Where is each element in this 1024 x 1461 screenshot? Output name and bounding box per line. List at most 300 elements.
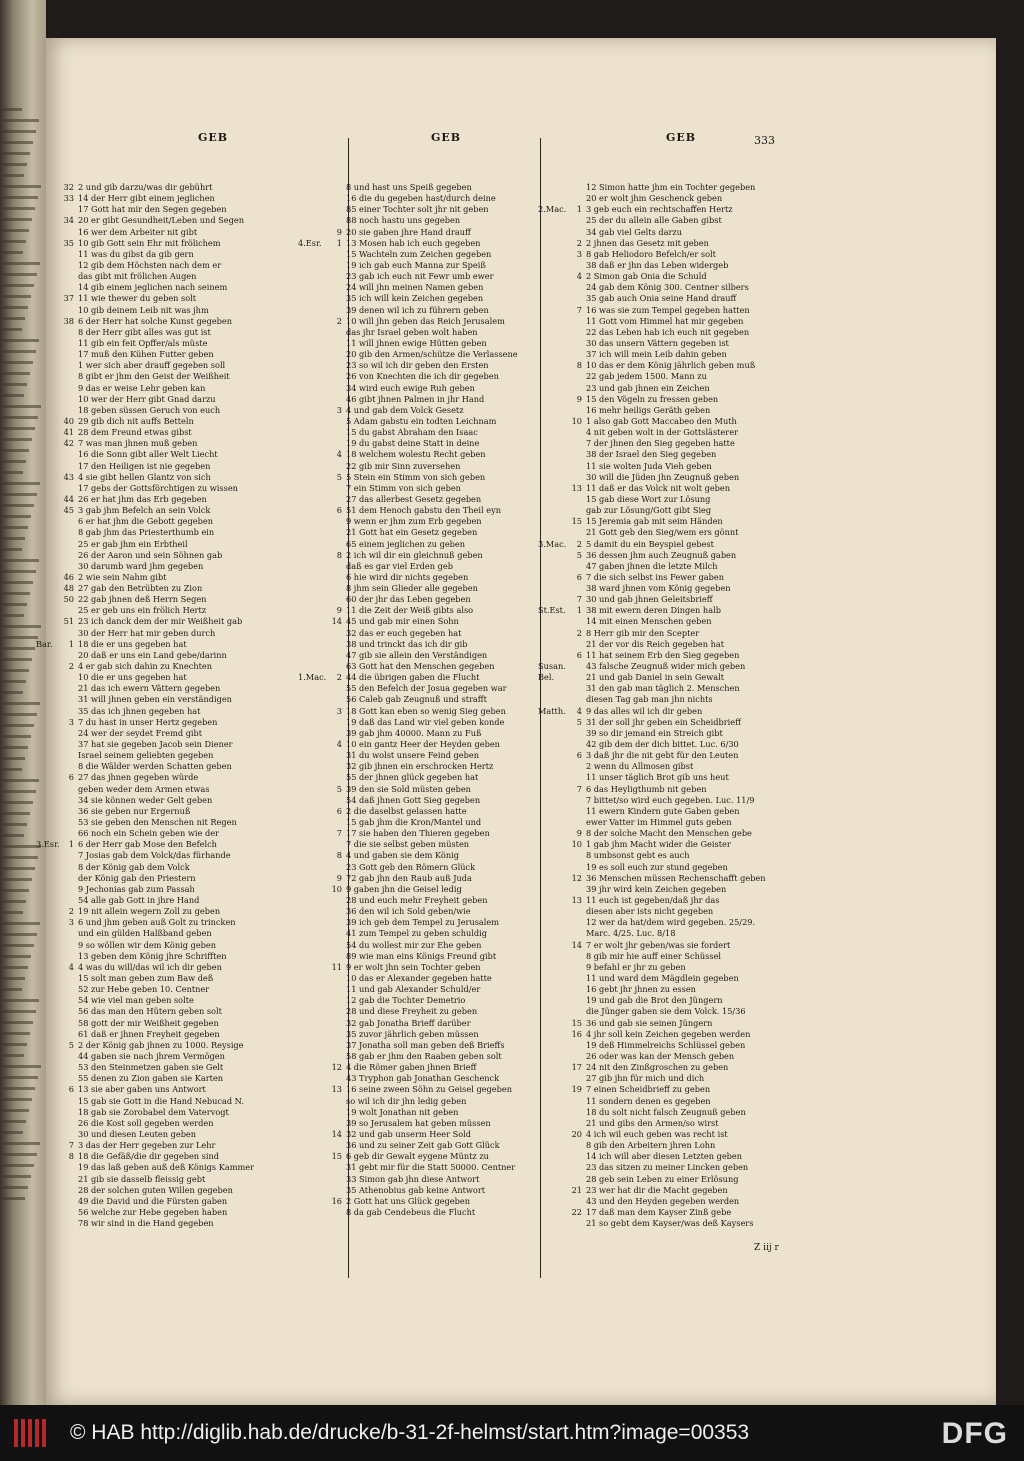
index-entry — [538, 850, 788, 861]
previous-page-line — [2, 284, 34, 287]
entry-text: 18 Gott kan eben so wenig Sieg geben — [346, 705, 506, 716]
entry-text: 43 und den Heyden gegeben werden — [586, 1195, 740, 1206]
index-entry — [36, 817, 336, 828]
entry-text: 22 gab jhnen deß Herrn Segen — [78, 594, 207, 605]
entry-text: 43 Tryphon gab Jonathan Geschenck — [346, 1073, 500, 1084]
entry-text: 9 gaben jhn die Geisel ledig — [346, 883, 462, 894]
index-entry — [36, 316, 336, 327]
index-entry — [538, 1107, 788, 1118]
entry-text: 9 Jechonias gab zum Passah — [78, 883, 195, 894]
entry-text: 78 wir sind in die Hand gegeben — [78, 1218, 214, 1229]
chapter-number: 3 — [336, 705, 342, 716]
chapter-number: 12 — [571, 872, 582, 883]
entry-text: 54 wie viel man geben solte — [78, 995, 194, 1006]
index-entry — [538, 1140, 788, 1151]
index-entry — [538, 739, 788, 750]
index-entry — [36, 249, 336, 260]
index-entry — [538, 806, 788, 817]
entry-text: 89 wie man eins Königs Freund gibt — [346, 950, 497, 961]
index-entry — [298, 605, 538, 616]
entry-text: daß es gar viel Erden geb — [346, 560, 453, 571]
index-entry — [36, 349, 336, 360]
entry-text: 25 er gab jhm ein Erbtheil — [78, 538, 188, 549]
previous-page-line — [2, 790, 36, 793]
entry-text: 7 was man jhnen muß geben — [78, 438, 198, 449]
entry-text: 54 du wollest mir zur Ehe geben — [346, 939, 482, 950]
index-entry — [298, 282, 538, 293]
previous-page-line — [2, 196, 38, 199]
index-entry — [538, 360, 788, 371]
chapter-number: 10 — [571, 839, 582, 850]
previous-page-line — [2, 394, 24, 397]
entry-text: 3 gab jhm Befelch an sein Volck — [78, 505, 211, 516]
index-entry — [36, 327, 336, 338]
entry-text: 26 der Aaron und sein Söhnen gab — [78, 549, 223, 560]
entry-text: 26 die Kost soll gegeben werden — [78, 1117, 214, 1128]
index-entry — [298, 1140, 538, 1151]
index-entry — [538, 628, 788, 639]
entry-text: 39 denen wil ich zu führern geben — [346, 304, 489, 315]
entry-text: 18 geben süssen Geruch von euch — [78, 404, 221, 415]
index-entry — [538, 305, 788, 316]
index-entry — [36, 1107, 336, 1118]
index-entry — [298, 505, 538, 516]
previous-page-line — [2, 328, 22, 331]
entry-text: 2 Gott hat uns Glück gegeben — [346, 1195, 470, 1206]
entry-text: 9 das er weise Lehr geben kan — [78, 382, 206, 393]
chapter-number: 5 — [576, 549, 582, 560]
entry-text: 11 was du gibst da gib gern — [78, 248, 194, 259]
index-entry — [298, 795, 538, 806]
index-entry — [538, 238, 788, 249]
index-entry — [36, 1118, 336, 1129]
entry-text: 14 der Herr gibt einem jeglichen — [78, 193, 215, 204]
entry-text: 34 gab viel Gelts darzu — [586, 226, 683, 237]
index-entry — [298, 940, 538, 951]
chapter-number: 41 — [63, 427, 74, 438]
entry-text: 31 gebt mir für die Statt 50000. Centner — [346, 1162, 516, 1173]
index-entry — [298, 694, 538, 705]
entry-text: 4 ich wil euch geben was recht ist — [586, 1128, 728, 1139]
entry-text: 21 so gebt dem Kayser/was deß Kaysers — [586, 1218, 754, 1229]
previous-page-line — [2, 218, 32, 221]
index-entry — [298, 483, 538, 494]
index-entry — [36, 706, 336, 717]
entry-text: 7 die sich selbst ins Fewer gaben — [586, 571, 725, 582]
index-entry — [298, 1096, 538, 1107]
viewer-footer — [0, 1405, 1024, 1461]
entry-text: 17 sie haben den Thieren gegeben — [346, 828, 490, 839]
entry-text: Israel seinem geliebten gegeben — [78, 750, 214, 761]
index-entry — [538, 839, 788, 850]
index-entry — [36, 505, 336, 516]
entry-text: 26 oder was kan der Mensch geben — [586, 1050, 735, 1061]
index-entry — [538, 706, 788, 717]
index-entry — [298, 349, 538, 360]
index-entry — [298, 1118, 538, 1129]
previous-page-line — [2, 504, 34, 507]
book-label: Bel. — [538, 672, 555, 683]
chapter-number: 7 — [576, 594, 582, 605]
previous-page-line — [2, 922, 40, 925]
entry-text: 15 gab sie Gott in die Hand Nebucad N. — [78, 1095, 244, 1106]
entry-text: 8 gib den Arbeitern jhren Lohn — [586, 1140, 716, 1151]
chapter-number: 19 — [571, 1084, 582, 1095]
chapter-number: 5 — [336, 783, 342, 794]
entry-text: 35 das ich jhnen gegeben hat — [78, 705, 201, 716]
previous-page-line — [2, 537, 25, 540]
entry-text: 35 gab auch Onia seine Hand drauff — [586, 293, 737, 304]
entry-text: 11 hat seinem Erb den Sieg gegeben — [586, 649, 740, 660]
chapter-number: 37 — [63, 293, 74, 304]
index-entry — [538, 795, 788, 806]
index-column-middle — [298, 182, 538, 1218]
entry-text: 19 deß Himmelreichs Schlüssel geben — [586, 1039, 746, 1050]
entry-text: 35 ich will kein Zeichen gegeben — [346, 293, 484, 304]
entry-text: 45 und gab mir einen Sohn — [346, 616, 459, 627]
entry-text: 65 einem jeglichen zu geben — [346, 538, 466, 549]
entry-text: 17 gebs der Gottsförchtigen zu wissen — [78, 482, 238, 493]
index-entry — [36, 182, 336, 193]
index-entry — [298, 672, 538, 683]
copyright-url[interactable]: © HAB http://diglib.hab.de/drucke/b-31-2f-helmst/start.htm?image=00353 — [70, 1421, 750, 1444]
previous-page-line — [2, 702, 40, 705]
previous-page-line — [2, 361, 33, 364]
entry-text: 38 der Israel den Sieg gegeben — [586, 449, 717, 460]
entry-text: 10 ein gantz Heer der Heyden geben — [346, 739, 500, 750]
index-entry — [538, 895, 788, 906]
entry-text: 7 bittet/so wird euch gegeben. Luc. 11/9 — [586, 794, 755, 805]
entry-text: 7 Josias gab dem Volck/das fürhande — [78, 850, 231, 861]
previous-page-line — [2, 746, 28, 749]
entry-text: 21 das ich ewern Vättern gegeben — [78, 683, 221, 694]
entry-text: 35 Athenobius gab keine Antwort — [346, 1184, 486, 1195]
previous-page-line — [2, 1098, 32, 1101]
index-entry — [36, 449, 336, 460]
entry-text: 11 unser täglich Brot gib uns heut — [586, 772, 729, 783]
index-entry — [538, 1207, 788, 1218]
previous-page-line — [2, 669, 29, 672]
chapter-number: 50 — [63, 594, 74, 605]
index-entry — [538, 383, 788, 394]
entry-text: 8 da gab Cendebeus die Flucht — [346, 1206, 476, 1217]
index-entry — [298, 1029, 538, 1040]
index-entry — [298, 472, 538, 483]
index-entry — [538, 483, 788, 494]
entry-text: 38 mit ewern deren Dingen halb — [586, 605, 721, 616]
running-head-right: GEB — [666, 131, 697, 144]
entry-text: 12 wer da hat/dem wird gegeben. 25/29. — [586, 917, 756, 928]
chapter-number: 5 — [576, 716, 582, 727]
index-entry — [298, 550, 538, 561]
index-entry — [538, 349, 788, 360]
entry-text: 21 der vor dis Reich gegeben hat — [586, 638, 725, 649]
entry-text: 8 der solche Macht den Menschen gebe — [586, 828, 752, 839]
entry-text: 24 wer der seydet Fremd gibt — [78, 727, 203, 738]
entry-text: das gibt mit frölichen Augen — [78, 271, 197, 282]
entry-text: 27 das jhnen gegeben würde — [78, 772, 199, 783]
entry-text: 85 einer Tochter solt jhr nit geben — [346, 204, 489, 215]
entry-text: 20 gib den Armen/schütze die Verlassene — [346, 349, 518, 360]
entry-text: 38 ward jhnen vom König gegeben — [586, 583, 731, 594]
entry-text: 19 nit allein wegern Zoll zu geben — [78, 906, 221, 917]
entry-text: 19 das laß geben auß deß Königs Kammer — [78, 1162, 254, 1173]
entry-text: 36 sie geben nur Ergernuß — [78, 805, 191, 816]
index-entry — [36, 928, 336, 939]
previous-page-line — [2, 1043, 27, 1046]
entry-text: 58 gott der mir Weißheit gegeben — [78, 1017, 219, 1028]
entry-text: 15 gab jhm die Kron/Mantel und — [346, 817, 482, 828]
previous-page-line — [2, 130, 36, 133]
hab-logo-icon — [14, 1419, 54, 1447]
entry-text: 11 und gab Alexander Schuld/er — [346, 984, 481, 995]
index-entry — [298, 438, 538, 449]
index-entry — [538, 717, 788, 728]
entry-text: 9 das alles wil ich dir geben — [586, 705, 703, 716]
entry-text: 27 das allerbest Gesetz gegeben — [346, 493, 482, 504]
index-entry — [298, 227, 538, 238]
entry-text: 60 der jhr das Leben gegeben — [346, 594, 471, 605]
index-entry — [36, 639, 336, 650]
entry-text: 13 Mosen hab ich euch gegeben — [346, 237, 481, 248]
previous-page-line — [2, 856, 38, 859]
index-entry — [298, 1040, 538, 1051]
index-entry — [298, 394, 538, 405]
previous-page-line — [2, 141, 33, 144]
index-entry — [538, 962, 788, 973]
entry-text: 56 das man den Hütern geben solt — [78, 1006, 222, 1017]
entry-text: 3 das der Herr gegeben zur Lehr — [78, 1140, 216, 1151]
entry-text: 39 ich geb dem Tempel zu Jerusalem — [346, 917, 500, 928]
index-entry — [538, 449, 788, 460]
index-entry — [538, 1029, 788, 1040]
index-entry — [298, 416, 538, 427]
index-entry — [36, 527, 336, 538]
previous-page-line — [2, 1054, 24, 1057]
entry-text: 7 einen Scheidbrieff zu geben — [586, 1084, 711, 1095]
previous-page-line — [2, 1131, 23, 1134]
index-entry — [36, 572, 336, 583]
index-entry — [36, 884, 336, 895]
entry-text: 4 er gab sich dahin zu Knechten — [78, 661, 213, 672]
entry-text: 24 gab dem König 300. Centner silbers — [586, 282, 749, 293]
index-entry — [298, 873, 538, 884]
index-entry — [538, 616, 788, 627]
index-entry — [298, 951, 538, 962]
chapter-number: 42 — [63, 438, 74, 449]
entry-text: 22 gib mir Sinn zuversehen — [346, 460, 461, 471]
entry-text: 37 ich will mein Leib dahin geben — [586, 349, 727, 360]
index-entry — [538, 605, 788, 616]
entry-text: diesen aber ists nicht gegeben — [586, 906, 714, 917]
entry-text: 23 und gab jhnen ein Zeichen — [586, 382, 710, 393]
chapter-number: 5 — [336, 471, 342, 482]
previous-page-line — [2, 295, 31, 298]
previous-page-line — [2, 438, 32, 441]
entry-text: 28 geb sein Leben zu einer Erlösung — [586, 1173, 739, 1184]
entry-text: 12 gab die Tochter Demetrio — [346, 995, 466, 1006]
index-entry — [36, 973, 336, 984]
index-entry — [298, 405, 538, 416]
entry-text: 56 welche zur Hebe gegeben haben — [78, 1206, 228, 1217]
chapter-number: 2 — [576, 237, 582, 248]
previous-page-line — [2, 1032, 30, 1035]
index-entry — [298, 461, 538, 472]
chapter-number: 16 — [331, 1195, 342, 1206]
entry-text: 21 und gab Daniel in sein Gewalt — [586, 672, 725, 683]
previous-page-line — [2, 163, 27, 166]
chapter-number: 46 — [63, 571, 74, 582]
index-entry — [298, 884, 538, 895]
index-entry — [36, 293, 336, 304]
previous-page-line — [2, 317, 25, 320]
entry-text: 11 daß er das Volck nit wolt geben — [586, 482, 731, 493]
index-entry — [36, 1185, 336, 1196]
entry-text: 4 und gab dem Volck Gesetz — [346, 404, 464, 415]
previous-page-line — [2, 1109, 29, 1112]
entry-text: 88 noch hastu uns gegeben — [346, 215, 461, 226]
index-entry — [36, 338, 336, 349]
index-entry — [298, 572, 538, 583]
entry-text: 8 und hast uns Speiß gegeben — [346, 182, 472, 192]
chapter-number: 9 — [576, 828, 582, 839]
previous-page-line — [2, 658, 32, 661]
entry-text: 30 der Herr hat mir geben durch — [78, 627, 216, 638]
chapter-number: 13 — [331, 1084, 342, 1095]
index-entry — [538, 940, 788, 951]
index-entry — [298, 906, 538, 917]
index-entry — [538, 561, 788, 572]
index-entry — [538, 572, 788, 583]
entry-text: 6 geb dir Gewalt eygene Müntz zu — [346, 1151, 489, 1162]
previous-page-line — [2, 581, 33, 584]
entry-text: 4 sie gibt hellen Glantz von sich — [78, 471, 211, 482]
previous-page-line — [2, 273, 37, 276]
chapter-number: 9 — [576, 393, 582, 404]
chapter-number: 15 — [571, 516, 582, 527]
index-entry — [538, 249, 788, 260]
index-entry — [36, 839, 336, 850]
entry-text: 54 alle gab Gott in jhre Hand — [78, 895, 200, 905]
chapter-number: 22 — [571, 1206, 582, 1217]
chapter-number: 45 — [63, 505, 74, 516]
index-entry — [538, 427, 788, 438]
index-entry — [298, 260, 538, 271]
entry-text: 8 gibt er jhm den Geist der Weißheit — [78, 371, 230, 382]
index-entry — [36, 917, 336, 928]
entry-text: 19 daß das Land wir viel geben konde — [346, 716, 505, 727]
index-entry — [298, 1129, 538, 1140]
entry-text: 16 wer dem Arbeiter nit gibt — [78, 226, 198, 237]
index-entry — [36, 305, 336, 316]
index-entry — [36, 683, 336, 694]
index-entry — [36, 561, 336, 572]
previous-page-line — [2, 559, 39, 562]
entry-text: 19 ich gab euch Manna zur Speiß — [346, 259, 486, 270]
index-entry — [538, 784, 788, 795]
index-entry — [538, 828, 788, 839]
index-entry — [36, 204, 336, 215]
index-entry — [538, 1118, 788, 1129]
entry-text: 8 der König gab dem Volck — [78, 861, 190, 872]
index-entry — [36, 438, 336, 449]
previous-page-line — [2, 592, 30, 595]
entry-text: 11 Gott vom Himmel hat mir gegeben — [586, 315, 744, 326]
chapter-number: 14 — [331, 1128, 342, 1139]
entry-text: 5 Adam gabstu ein todten Leichnam — [346, 415, 497, 426]
index-entry — [298, 1162, 538, 1173]
index-entry — [36, 672, 336, 683]
entry-text: so wil ich dir jhn ledig geben — [346, 1095, 467, 1106]
index-entry — [298, 494, 538, 505]
chapter-number: 13 — [571, 482, 582, 493]
previous-page-line — [2, 603, 27, 606]
index-entry — [298, 305, 538, 316]
previous-page-line — [2, 449, 29, 452]
previous-page-line — [2, 460, 26, 463]
chapter-number: 2 — [336, 672, 342, 683]
entry-text: 39 den sie Sold müsten geben — [346, 783, 471, 794]
chapter-number: 6 — [576, 750, 582, 761]
index-entry — [298, 850, 538, 861]
entry-text: 8 gab jhm das Priesterthumb ein — [78, 527, 215, 538]
chapter-number: 21 — [571, 1184, 582, 1195]
entry-text: 55 den Befelch der Josua gegeben war — [346, 683, 507, 694]
index-entry — [538, 271, 788, 282]
entry-text: 10 das er dem König jährlich geben muß — [586, 360, 756, 371]
entry-text: 14 mit einen Menschen geben — [586, 616, 712, 627]
entry-text: 23 so wil ich dir geben den Ersten — [346, 360, 489, 371]
index-entry — [538, 182, 788, 193]
entry-text: 8 der Herr gibt alles was gut ist — [78, 326, 211, 337]
chapter-number: 10 — [331, 883, 342, 894]
index-entry — [538, 1040, 788, 1051]
entry-text: 1 wer sich aber drauff gegeben soll — [78, 360, 226, 371]
index-entry — [538, 661, 788, 672]
index-entry — [36, 416, 336, 427]
entry-text: 3 geb euch ein rechtschaffen Hertz — [586, 204, 733, 215]
previous-page-line — [2, 251, 23, 254]
previous-page-line — [2, 229, 29, 232]
chapter-number: 12 — [331, 1062, 342, 1073]
index-entry — [298, 683, 538, 694]
index-column-left — [36, 182, 336, 1229]
entry-text: 15 Jeremia gab mit seim Händen — [586, 516, 723, 527]
entry-text: 6 er hat jhm die Gebott gegeben — [78, 516, 213, 527]
index-entry — [538, 873, 788, 884]
index-entry — [36, 427, 336, 438]
entry-text: 49 die David und die Fürsten gaben — [78, 1195, 228, 1206]
entry-text: 28 und euch mehr Freyheit geben — [346, 895, 488, 905]
index-entry — [538, 884, 788, 895]
chapter-number: 11 — [331, 961, 342, 972]
index-entry — [36, 215, 336, 226]
entry-text: 22 gab jedem 1500. Mann zu — [586, 371, 707, 382]
index-entry — [298, 1107, 538, 1118]
entry-text: 23 ich danck dem der mir Weißheit gab — [78, 616, 243, 627]
index-entry — [538, 906, 788, 917]
previous-page-line — [2, 977, 25, 980]
chapter-number: 9 — [336, 872, 342, 883]
entry-text: 13 geben dem König jhre Schrifften — [78, 950, 227, 961]
index-entry — [298, 271, 538, 282]
index-entry — [36, 1051, 336, 1062]
index-entry — [538, 683, 788, 694]
index-entry — [298, 750, 538, 761]
previous-page-line — [2, 768, 22, 771]
entry-text: 5 damit du ein Beyspiel gebest — [586, 538, 714, 549]
entry-text: 52 zur Hebe geben 10. Centner — [78, 984, 210, 995]
